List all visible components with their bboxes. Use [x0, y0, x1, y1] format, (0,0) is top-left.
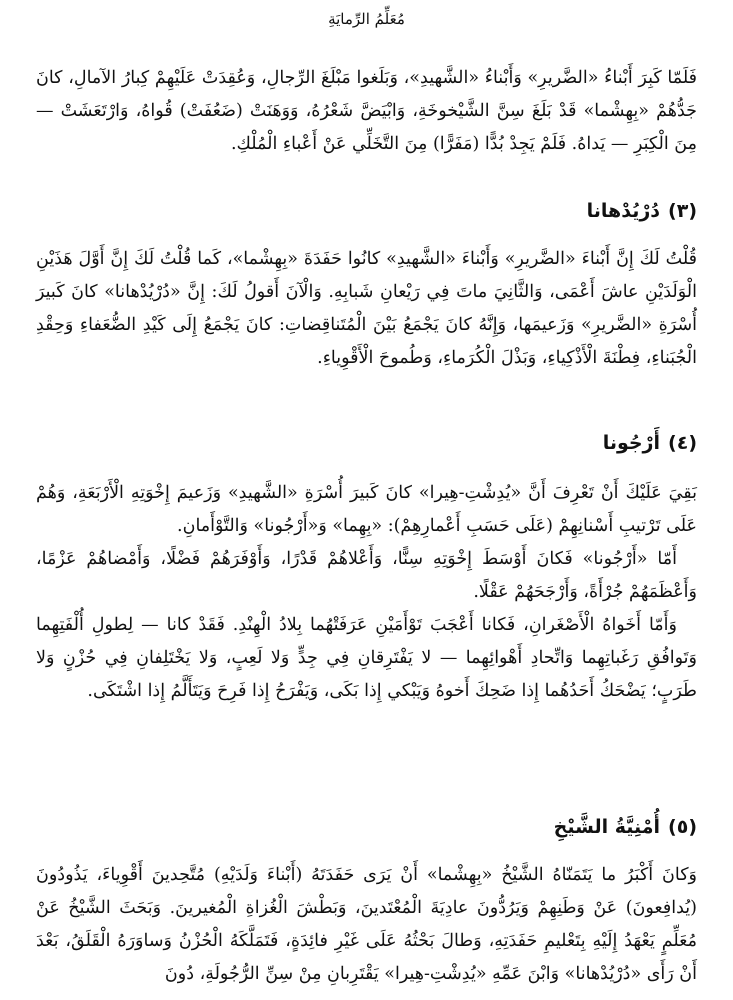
section-4-heading: [36, 429, 697, 457]
section-3-title: دُرْيُدْهانا: [586, 200, 661, 222]
section-3: [36, 197, 697, 225]
intro-section: [36, 62, 697, 161]
intro-paragraph: فَلَمّا كَبِرَ أَبْناءُ «الضَّريرِ» وَأَبْناءُ «الشَّهيدِ»، وَبَلَغوا مَبْلَغَ الرِّجالِ، وَعُقِدَتْ عَلَيْهِمْ كِبارُ الآمالِ، كانَ جَدُّهُمْ «بِهِشْما» قَدْ بَلَغَ سِنَّ الشَّيْخوخَةِ، وَابْيَضَّ شَعْرُهُ، وَوَهَنَتْ (ضَعُفَتْ) قُواهُ، وَارْتَعَشَتْ — مِنَ الْكِبَرِ — يَداهُ. فَلَمْ يَجِدْ بُدًّا (مَفَرًّا) مِنَ التَّخَلِّي عَنْ أَعْباءِ الْمُلْكِ.: [36, 68, 697, 154]
section-4-body: [36, 477, 697, 708]
section-5-paragraph: وَكانَ أَكْبَرُ ما يَتَمَنّاهُ الشَّيْخُ «بِهِشْما» أَنْ يَرَى حَفَدَتَهُ (أَبْناءَ وَلَدَيْهِ) مُتَّحِدينَ أَقْوِياءَ، يَذُودُونَ (يُدافِعونَ) عَنْ وَطَنِهِمْ وَيَرُدُّونَ عادِيَةَ الْمُعْتَدينَ، وَبَطْشَ الْغُزاةِ الْمُغيرينَ. وَبَحَثَ الشَّيْخُ عَنْ مُعَلِّمٍ يَعْهَدُ إِلَيْهِ بِتَعْليمِ حَفَدَتِهِ، وَطالَ بَحْثُهُ عَلَى غَيْرِ فائِدَةٍ، فَتَمَلَّكَهُ الْحُزْنُ وَساوَرَهُ الْقَلَقُ، بَعْدَ أَنْ رَأَى «دُرْيُدْهانا» وَابْنَ عَمِّهِ «يُدِشْتِ-هِيرا» يَقْتَرِبانِ مِنْ سِنِّ الرُّجُولَةِ، دُونَ: [36, 865, 697, 984]
running-header: مُعَلِّمُ الرِّمايَةِ: [328, 10, 405, 28]
section-4-paragraph-1: بَقِيَ عَلَيْكَ أَنْ تَعْرِفَ أَنَّ «يُدِشْتِ-هِيرا» كانَ كَبيرَ أُسْرَةِ «الشَّهيدِ» وَزَعيمَ إِخْوَتِهِ الْأَرْبَعَةِ، وَهُمْ عَلَى تَرْتيبِ أَسْنانِهِمْ (عَلَى حَسَبِ أَعْمارِهِمْ): «بِهِما» وَ«أَرْجُونا» وَالتَّوْأَمانِ.: [36, 483, 697, 536]
section-4-number: (٤): [668, 432, 697, 454]
section-4-paragraph-3: وَأَمّا أَخَواهُ الْأَصْغَرانِ، فَكانا أَعْجَبَ تَوْأَمَيْنِ عَرَفَتْهُما بِلادُ الْهِنْدِ. فَقَدْ كانا — لِطولِ أُلْفَتِهِما وَتَوافُقِ رَغَباتِهِما وَاتِّحادِ أَهْوائِهِما — لا يَفْتَرِقانِ فِي جِدٍّ وَلا لَعِبٍ، وَلا يَخْتَلِفانِ فِي حُزْنٍ وَلا طَرَبٍ؛ يَضْحَكُ أَحَدُهُما إِذا ضَحِكَ أَخوهُ وَيَبْكي إِذا بَكَى، وَيَفْرَحُ إِذا فَرِحَ وَيَتَأَلَّمُ إِذا اشْتَكَى.: [36, 615, 697, 701]
section-5-number: (٥): [668, 816, 697, 838]
section-3-number: (٣): [668, 200, 697, 222]
section-4: [36, 429, 697, 457]
section-3-paragraph: قُلْتُ لَكَ إِنَّ أَبْناءَ «الضَّريرِ» وَأَبْناءَ «الشَّهيدِ» كانُوا حَفَدَةَ «بِهِشْما»، كَما قُلْتُ لَكَ إِنَّ أَوَّلَ هَذَيْنِ الْوَلَدَيْنِ عاشَ أَعْمَى، وَالثَّانِيَ ماتَ فِي رَيْعانِ شَبابِهِ. وَالْآنَ أَقولُ لَكَ: إِنَّ «دُرْيُدْهانا» كانَ كَبيرَ أُسْرَةِ «الضَّريرِ» وَزَعيمَها، وَإِنَّهُ كانَ يَجْمَعُ بَيْنَ الْمُتَناقِضاتِ: كانَ يَجْمَعُ إِلَى كَيْدِ الضُّعَفاءِ وَحِقْدِ الْجُبَناءِ، فِطْنَةَ الْأَذْكِياءِ، وَبَذْلَ الْكُرَماءِ، وَطُموحَ الْأَقْوِياءِ.: [36, 249, 697, 368]
section-5-title: أُمْنِيَّةُ الشَّيْخِ: [553, 816, 661, 838]
section-3-heading: [36, 197, 697, 225]
section-4-title: أَرْجُونا: [602, 432, 661, 454]
section-5-heading: [36, 813, 697, 841]
section-5-body: [36, 859, 697, 991]
section-3-body: [36, 243, 697, 375]
section-5: [36, 813, 697, 841]
section-4-paragraph-2: أَمّا «أَرْجُونا» فَكانَ أَوْسَطَ إِخْوَتِهِ سِنًّا، وَأَعْلاهُمْ قَدْرًا، وَأَوْفَرَهُمْ فَضْلًا، وَأَمْضاهُمْ عَزْمًا، وَأَعْظَمَهُمْ جُرْأَةً، وَأَرْجَحَهُمْ عَقْلًا.: [36, 549, 697, 602]
